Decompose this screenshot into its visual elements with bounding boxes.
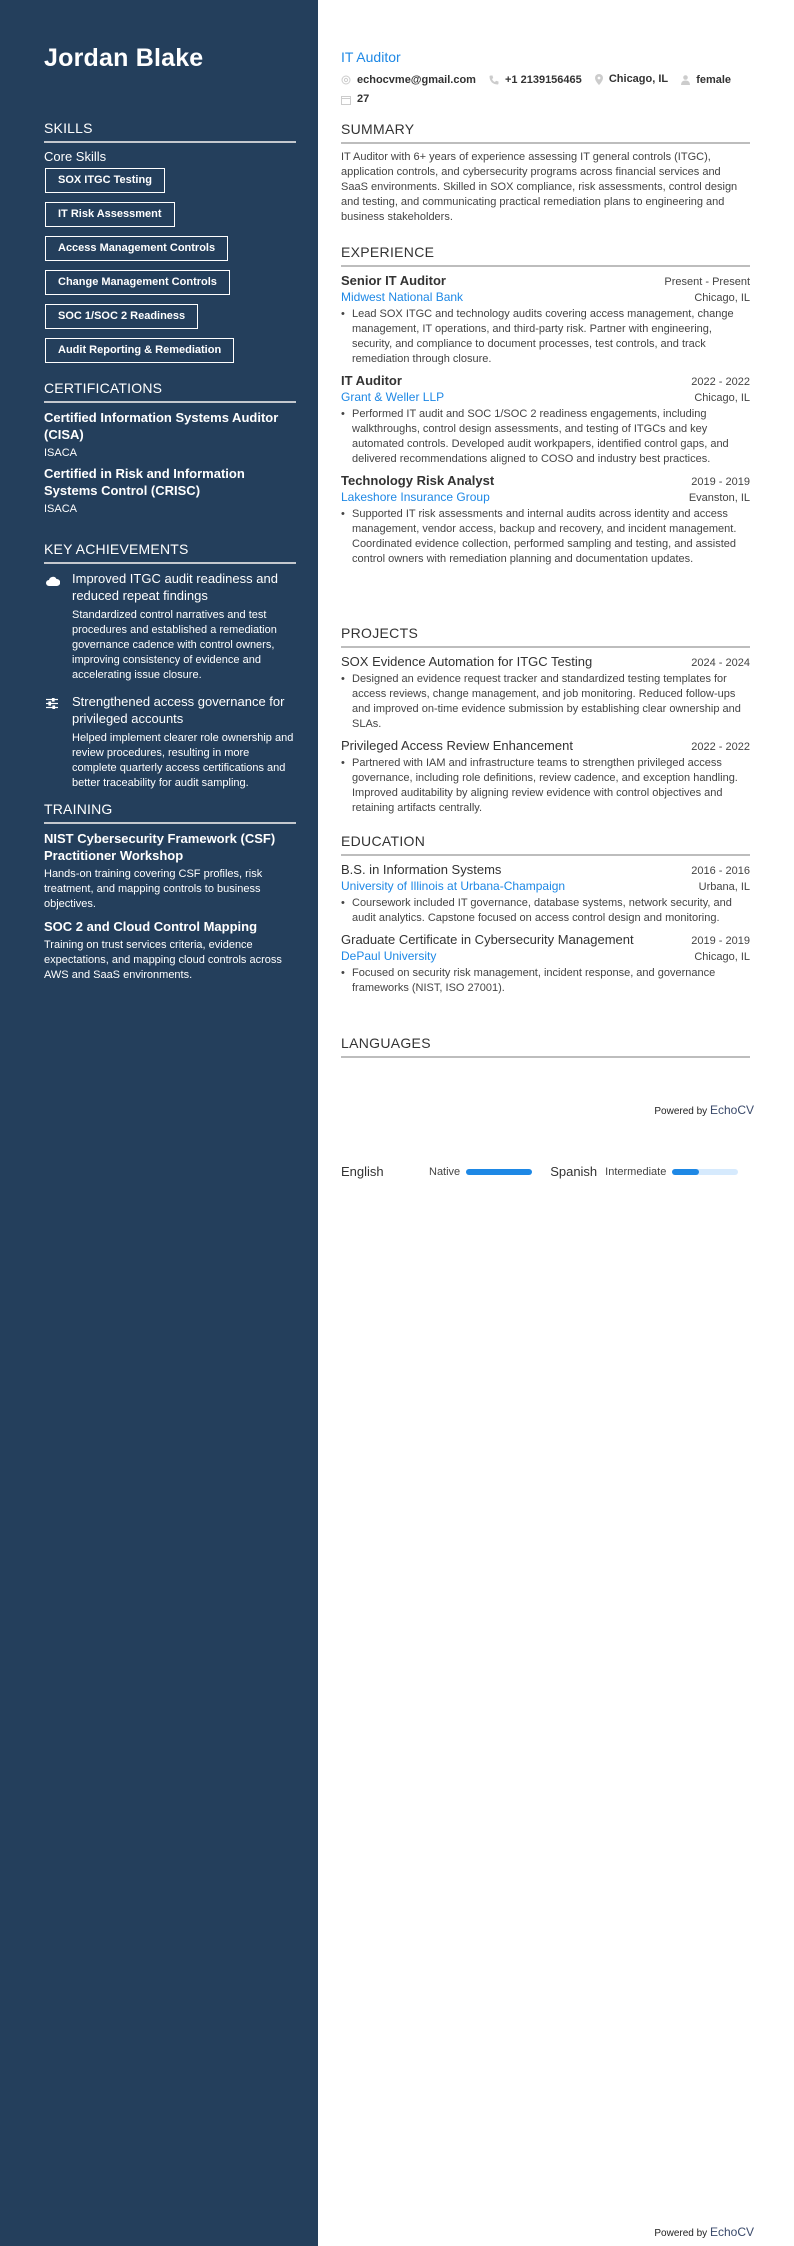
- company-name: Lakeshore Insurance Group: [341, 490, 490, 504]
- sliders-icon: [44, 693, 72, 791]
- brand-link[interactable]: EchoCV: [709, 2225, 754, 2239]
- achievements-section: [44, 541, 296, 801]
- company-name: Grant & Weller LLP: [341, 390, 445, 404]
- powered-by-label-footer: Powered by EchoCV: [654, 2225, 754, 2239]
- projects-heading: PROJECTS: [341, 625, 750, 648]
- powered-by-label: Powered by EchoCV: [654, 1103, 754, 1117]
- language-proficiency-bar: [672, 1169, 738, 1175]
- bullet-point: • Coursework included IT governance, database systems, network security, and audit analytics. Capstone focused on access control design and monitoring.: [341, 897, 732, 924]
- bullet-point: • Lead SOX ITGC and technology audits covering access management, change management, IT operations, and third-party risk. Partner with engineering, security, and compliance to document processes, test controls, and track remediation through closure.: [341, 308, 734, 365]
- candidate-name: Jordan Blake: [44, 44, 204, 72]
- bullet-point: • Partnered with IAM and infrastructure teams to strengthen privileged access governance, including role definitions, review cadence, and exception handling. Improved auditability by aligning review evidence with control objectives and retaining artifacts centrally.: [341, 757, 738, 814]
- date-range: 2022 - 2022: [691, 741, 750, 753]
- language-name: Spanish: [550, 1164, 598, 1179]
- location: Chicago, IL: [694, 392, 750, 404]
- at-sign-icon: [341, 75, 351, 85]
- certifications-section: [44, 380, 296, 521]
- project-item: [341, 738, 750, 816]
- language-name: English: [341, 1164, 384, 1179]
- experience-item: [341, 273, 750, 367]
- company-name: Midwest National Bank: [341, 290, 464, 304]
- experience-section: [341, 244, 750, 573]
- location: Urbana, IL: [698, 881, 750, 893]
- contact-phone[interactable]: +1 2139156465: [489, 72, 582, 89]
- summary-heading: SUMMARY: [341, 121, 750, 144]
- training-section: [44, 801, 296, 989]
- summary-section: [341, 121, 750, 225]
- skill-chip: Change Management Controls: [45, 270, 230, 295]
- language-level: Native: [429, 1165, 461, 1178]
- location: Chicago, IL: [694, 951, 750, 963]
- achievement-item: [44, 570, 296, 683]
- education-item: [341, 932, 750, 996]
- date-range: 2024 - 2024: [691, 657, 750, 669]
- project-item: [341, 654, 750, 732]
- skill-chip: SOC 1/SOC 2 Readiness: [45, 304, 198, 329]
- date-range: 2019 - 2019: [691, 476, 750, 488]
- education-heading: EDUCATION: [341, 833, 750, 856]
- training-item: [44, 830, 296, 912]
- training-name: NIST Cybersecurity Framework (CSF) Practitioner Workshop: [44, 831, 276, 863]
- training-item: [44, 918, 296, 983]
- achievement-item: [44, 693, 296, 791]
- languages-heading: LANGUAGES: [341, 1035, 750, 1058]
- achievement-description: Helped implement clearer role ownership and review procedures, resulting in more complete quarterly access certifications and better traceability for audit sampling.: [72, 732, 294, 789]
- skill-chip: Access Management Controls: [45, 236, 228, 261]
- date-range: 2016 - 2016: [691, 865, 750, 877]
- education-section: [341, 833, 750, 1002]
- job-title: IT Auditor: [341, 49, 401, 65]
- achievement-title: Improved ITGC audit readiness and reduced repeat findings: [72, 571, 278, 603]
- location: Chicago, IL: [694, 292, 750, 304]
- projects-section: [341, 625, 750, 822]
- date-range: 2022 - 2022: [691, 376, 750, 388]
- training-heading: TRAINING: [44, 801, 296, 824]
- project-title: SOX Evidence Automation for ITGC Testing: [341, 654, 593, 669]
- position-title: IT Auditor: [341, 373, 402, 388]
- position-title: Senior IT Auditor: [341, 273, 446, 288]
- training-description: Hands-on training covering CSF profiles, risk treatment, and mapping controls to business objectives.: [44, 868, 263, 910]
- position-title: Technology Risk Analyst: [341, 473, 495, 488]
- skill-chip: SOX ITGC Testing: [45, 168, 165, 193]
- education-item: [341, 862, 750, 926]
- certification-issuer: ISACA: [44, 503, 78, 515]
- bullet-point: • Supported IT risk assessments and internal audits across identity and access management, vendor access, backup and recovery, and incident management. Coordinated evidence collection, performed sampling and testing, and assisted control owners with remediation planning and documentation updates.: [341, 508, 737, 565]
- phone-icon: [489, 75, 499, 85]
- user-icon: [681, 75, 690, 85]
- contact-email[interactable]: echocvme@gmail.com: [341, 72, 476, 89]
- project-title: Privileged Access Review Enhancement: [341, 738, 573, 753]
- skill-chip: Audit Reporting & Remediation: [45, 338, 234, 363]
- contact-gender: female: [681, 72, 731, 89]
- degree-title: B.S. in Information Systems: [341, 862, 502, 877]
- language-proficiency-bar: [466, 1169, 532, 1175]
- experience-item: [341, 373, 750, 467]
- languages-section: [341, 1035, 750, 1064]
- skills-section: [44, 120, 296, 372]
- bullet-point: • Performed IT audit and SOC 1/SOC 2 readiness engagements, including walkthroughs, control design assessments, and testing of ITGCs and key automated controls. Developed audit workpapers, identified control gaps, and delivered recommendations aligned to COSO and industry best practices.: [341, 408, 729, 465]
- contact-location: Chicago, IL: [595, 71, 668, 88]
- training-name: SOC 2 and Cloud Control Mapping: [44, 919, 258, 934]
- brand-link[interactable]: EchoCV: [709, 1103, 754, 1117]
- bullet-point: • Designed an evidence request tracker and standardized testing templates for access reviews, change management, and job monitoring. Reduced follow-ups and improved on-time evidence submission by establishing clear ownership and SLAs.: [341, 673, 741, 730]
- date-range: 2019 - 2019: [691, 935, 750, 947]
- cloud-icon: [44, 570, 72, 683]
- certification-name: Certified Information Systems Auditor (CISA): [44, 410, 279, 442]
- certification-item: [44, 465, 296, 515]
- languages-list: [341, 1164, 750, 1179]
- contact-age: 27: [341, 91, 369, 108]
- language-level: Intermediate: [605, 1165, 667, 1178]
- achievement-description: Standardized control narratives and test procedures and established a remediation governance cadence with control owners, improving consistency of evidence and accelerating issue closure.: [72, 609, 277, 681]
- achievements-heading: KEY ACHIEVEMENTS: [44, 541, 296, 564]
- experience-item: [341, 473, 750, 567]
- map-pin-icon: [595, 74, 603, 85]
- school-name: University of Illinois at Urbana-Champaign: [341, 879, 566, 893]
- achievement-title: Strengthened access governance for privileged accounts: [72, 694, 285, 726]
- degree-title: Graduate Certificate in Cybersecurity Management: [341, 932, 634, 947]
- school-name: DePaul University: [341, 949, 437, 963]
- calendar-icon: [341, 95, 351, 105]
- sidebar: [0, 0, 318, 2246]
- location: Evanston, IL: [688, 492, 750, 504]
- skills-heading: SKILLS: [44, 120, 296, 143]
- experience-heading: EXPERIENCE: [341, 244, 750, 267]
- skills-subheading: Core Skills: [44, 149, 107, 164]
- date-range: Present - Present: [664, 276, 750, 288]
- certifications-heading: CERTIFICATIONS: [44, 380, 296, 403]
- certification-issuer: ISACA: [44, 447, 78, 459]
- contact-info: [341, 71, 750, 111]
- skill-chip: IT Risk Assessment: [45, 202, 175, 227]
- summary-text: IT Auditor with 6+ years of experience assessing IT general controls (ITGC), application controls, and cybersecurity programs across financial services and SaaS environments. Skilled in SOX compliance, risk assessments, control design and testing, and communicating practical remediation plans to engineering and business stakeholders.: [341, 151, 738, 223]
- training-description: Training on trust services criteria, evidence expectations, and mapping cloud controls across AWS and SaaS environments.: [44, 939, 282, 981]
- bullet-point: • Focused on security risk management, incident response, and governance frameworks (NIST, ISO 27001).: [341, 967, 716, 994]
- certification-item: [44, 409, 296, 459]
- certification-name: Certified in Risk and Information Systems Control (CRISC): [44, 466, 245, 498]
